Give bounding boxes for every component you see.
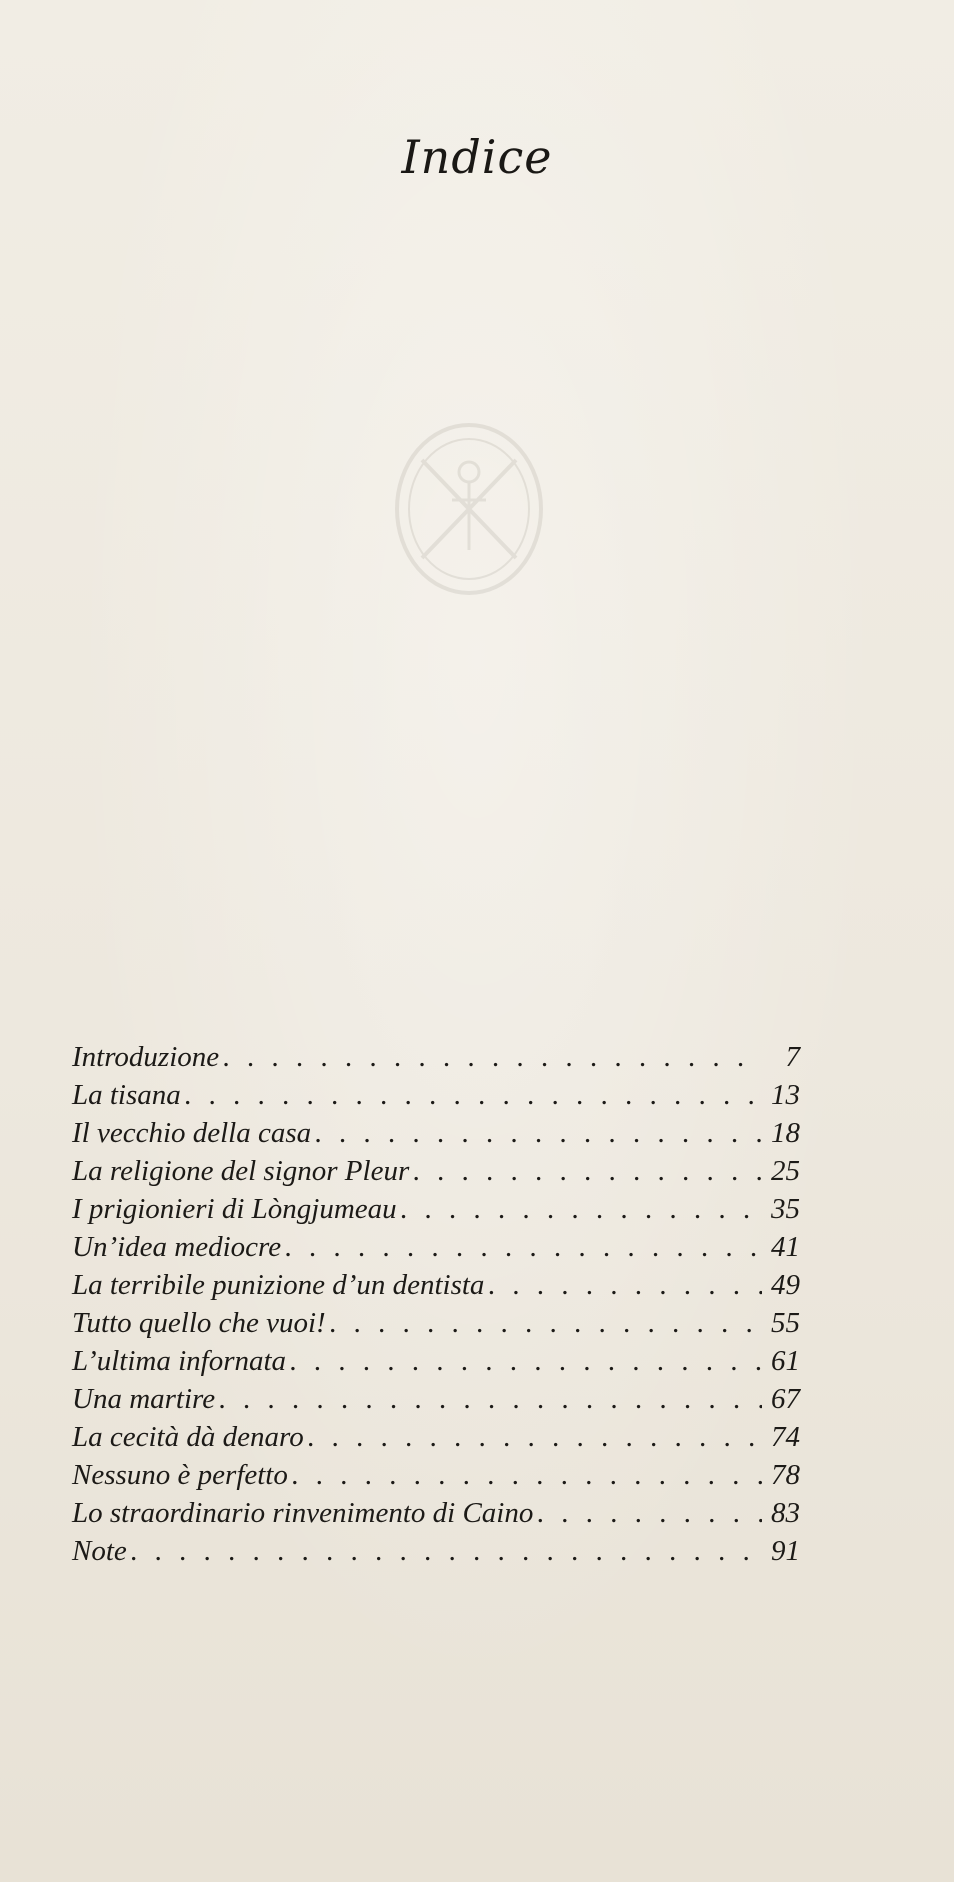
toc-entry-title: Nessuno è perfetto [72, 1459, 288, 1491]
toc-leader-dots [290, 1342, 762, 1380]
toc-entry-title: Tutto quello che vuoi! [72, 1307, 326, 1339]
toc-entry-page: 35 [771, 1193, 800, 1225]
toc-entry-title: Il vecchio della casa [72, 1117, 312, 1149]
toc-entry[interactable] [72, 1456, 800, 1494]
toc-leader-dots [537, 1494, 762, 1532]
publisher-seal-icon [392, 420, 546, 598]
toc-entry-page: 55 [771, 1307, 800, 1339]
toc-entry-page: 18 [771, 1117, 800, 1149]
toc-entry-page: 74 [771, 1421, 800, 1453]
toc-entry[interactable] [72, 1038, 800, 1076]
toc-entry-page: 41 [771, 1231, 800, 1263]
toc-leader-dots [285, 1228, 762, 1266]
toc-leader-dots [315, 1114, 762, 1152]
toc-leader-dots [413, 1152, 762, 1190]
toc-entry[interactable] [72, 1532, 800, 1570]
toc-entry-page: 67 [771, 1383, 800, 1415]
toc-leader-dots [223, 1038, 762, 1076]
toc-entry[interactable] [72, 1228, 800, 1266]
toc-leader-dots [292, 1456, 762, 1494]
toc-entry[interactable] [72, 1304, 800, 1342]
toc-entry[interactable] [72, 1076, 800, 1114]
table-of-contents [72, 1038, 800, 1570]
toc-entry-page: 7 [785, 1041, 800, 1073]
toc-entry-title: Un’idea mediocre [72, 1231, 282, 1263]
toc-entry-title: Una martire [72, 1383, 216, 1415]
toc-entry-page: 13 [771, 1079, 800, 1111]
toc-entry-page: 83 [771, 1497, 800, 1529]
toc-entry-page: 78 [771, 1459, 800, 1491]
toc-entry-title: La cecità dà denaro [72, 1421, 304, 1453]
toc-entry[interactable] [72, 1152, 800, 1190]
toc-leader-dots [330, 1304, 762, 1342]
page-title: Indice [401, 130, 553, 184]
toc-entry-title: Introduzione [72, 1041, 220, 1073]
toc-entry-title: Lo straordinario rinvenimento di Caino [72, 1497, 534, 1529]
toc-entry-page: 61 [771, 1345, 800, 1377]
toc-leader-dots [308, 1418, 762, 1456]
toc-entry[interactable] [72, 1494, 800, 1532]
toc-entry-page: 91 [771, 1535, 800, 1567]
toc-entry[interactable] [72, 1114, 800, 1152]
toc-entry[interactable] [72, 1190, 800, 1228]
toc-leader-dots [488, 1266, 762, 1304]
toc-entry-title: Note [72, 1535, 127, 1567]
toc-leader-dots [185, 1076, 762, 1114]
toc-entry-page: 49 [771, 1269, 800, 1301]
toc-entry-title: La terribile punizione d’un dentista [72, 1269, 485, 1301]
toc-entry-title: La tisana [72, 1079, 181, 1111]
toc-leader-dots [401, 1190, 762, 1228]
toc-entry[interactable] [72, 1342, 800, 1380]
toc-entry-title: L’ultima infornata [72, 1345, 287, 1377]
toc-entry[interactable] [72, 1266, 800, 1304]
toc-leader-dots [219, 1380, 762, 1418]
toc-entry[interactable] [72, 1418, 800, 1456]
toc-entry[interactable] [72, 1380, 800, 1418]
toc-leader-dots [131, 1532, 762, 1570]
toc-entry-page: 25 [771, 1155, 800, 1187]
toc-entry-title: La religione del signor Pleur [72, 1155, 410, 1187]
toc-entry-title: I prigionieri di Lòngjumeau [72, 1193, 397, 1225]
